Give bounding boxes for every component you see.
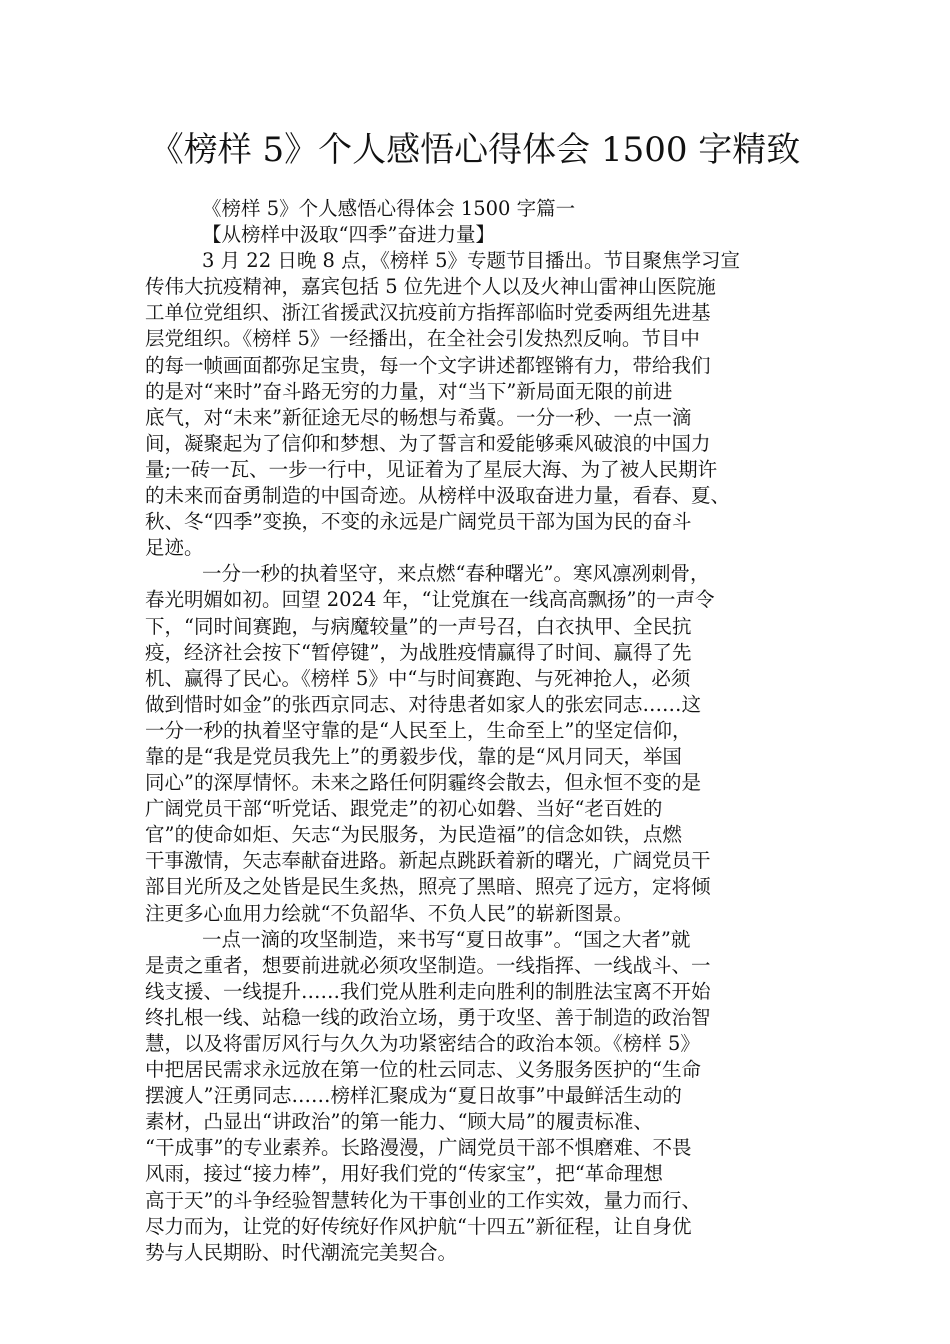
- text-line: 工单位党组织、浙江省援武汉抗疫前方指挥部临时党委两组先进基: [145, 301, 711, 325]
- paragraph-first-line: 一点一滴的攻坚制造，来书写“夏日故事”。“国之大者”就: [202, 927, 691, 951]
- text-line: 机、赢得了民心。《榜样 5》中“与时间赛跑、与死神抢人，必须: [145, 666, 691, 690]
- text-line: 慧，以及将雷厉风行与久久为功紧密结合的政治本领。《榜样 5》: [145, 1032, 700, 1055]
- text-line: 间，凝聚起为了信仰和梦想、为了誓言和爱能够乘风破浪的中国力: [145, 431, 711, 455]
- text-line: 层党组织。《榜样 5》一经播出，在全社会引发热烈反响。节目中: [145, 327, 700, 351]
- text-line: 中把居民需求永远放在第一位的杜云同志、义务服务医护的“生命: [145, 1058, 701, 1082]
- text-line: 疫，经济社会按下“暂停键”，为战胜疫情赢得了时间、赢得了先: [145, 640, 692, 664]
- text-line: 的未来而奋勇制造的中国奇迹。从榜样中汲取奋进力量，看春、夏、: [145, 484, 731, 508]
- text-line: 素材，凸显出“讲政治”的第一能力、“顾大局”的履责标准、: [145, 1110, 653, 1134]
- paragraph-first-line: 【从榜样中汲取“四季”奋进力量】: [202, 223, 495, 247]
- document-body: [145, 196, 825, 1266]
- text-line: 量;一砖一瓦、一步一行中，见证着为了星辰大海、为了被人民期许: [145, 457, 718, 481]
- document-title: 《榜样 5》个人感悟心得体会 1500 字精致: [149, 130, 801, 170]
- text-line: 广阔党员干部“听党话、跟党走”的初心如磐、当好“老百姓的: [145, 797, 663, 821]
- text-line: 的每一帧画面都弥足宝贵，每一个文字讲述都铿锵有力，带给我们: [145, 353, 711, 377]
- paragraph-first-line: 《榜样 5》个人感悟心得体会 1500 字篇一: [202, 197, 576, 220]
- text-line: 同心”的深厚情怀。未来之路任何阴霾终会散去，但永恒不变的是: [145, 771, 701, 795]
- text-line: 线支援、一线提升……我们党从胜利走向胜利的制胜法宝离不开始: [145, 979, 711, 1003]
- paragraph-first-line: 3 月 22 日晚 8 点，《榜样 5》专题节目播出。节目聚焦学习宣: [202, 249, 740, 273]
- text-line: 官”的使命如炬、矢志“为民服务，为民造福”的信念如铁，点燃: [145, 823, 682, 847]
- text-line: 传伟大抗疫精神，嘉宾包括 5 位先进个人以及火神山雷神山医院施: [145, 275, 716, 299]
- text-line: 春光明媚如初。回望 2024 年，“让党旗在一线高高飘扬”的一声令: [145, 588, 715, 612]
- text-line: 终扎根一线、站稳一线的政治立场，勇于攻坚、善于制造的政治智: [145, 1005, 711, 1029]
- text-line: 风雨，接过“接力棒”，用好我们党的“传家宝”，把“革命理想: [145, 1162, 663, 1186]
- text-line: 一分一秒的执着坚守靠的是“人民至上，生命至上”的坚定信仰，: [145, 718, 692, 742]
- text-line: 做到惜时如金”的张西京同志、对待患者如家人的张宏同志……这: [145, 692, 701, 716]
- text-line: 足迹。: [145, 536, 204, 560]
- text-line: 尽力而为，让党的好传统好作风护航“十四五”新征程，让自身优: [145, 1214, 692, 1238]
- text-line: 势与人民期盼、时代潮流完美契合。: [145, 1240, 458, 1264]
- text-line: 高于天”的斗争经验智慧转化为干事创业的工作实效，量力而行、: [145, 1188, 701, 1212]
- text-line: 靠的是“我是党员我先上”的勇毅步伐，靠的是“风月同天，举国: [145, 744, 682, 768]
- text-line: 注更多心血用力绘就“不负韶华、不负人民”的崭新图景。: [145, 901, 633, 925]
- text-line: 秋、冬“四季”变换，不变的永远是广阔党员干部为国为民的奋斗: [145, 510, 692, 534]
- text-line: 部目光所及之处皆是民生炙热，照亮了黑暗、照亮了远方，定将倾: [145, 875, 711, 899]
- text-line: 底气，对“未来”新征途无尽的畅想与希冀。一分一秒、一点一滴: [145, 405, 692, 429]
- text-line: 下，“同时间赛跑，与病魔较量”的一声号召，白衣执甲、全民抗: [145, 614, 692, 638]
- paragraph-first-line: 一分一秒的执着坚守，来点燃“春种曙光”。寒风凛冽刺骨，: [202, 562, 710, 586]
- text-line: 是责之重者，想要前进就必须攻坚制造。一线指挥、一线战斗、一: [145, 953, 711, 977]
- text-line: 的是对“来时”奋斗路无穷的力量，对“当下”新局面无限的前进: [145, 379, 673, 403]
- text-line: 干事激情，矢志奉献奋进路。新起点跳跃着新的曙光，广阔党员干: [145, 849, 711, 873]
- text-line: “干成事”的专业素养。长路漫漫，广阔党员干部不惧磨难、不畏: [145, 1136, 692, 1160]
- text-line: 摆渡人”汪勇同志……榜样汇聚成为“夏日故事”中最鲜活生动的: [145, 1084, 682, 1108]
